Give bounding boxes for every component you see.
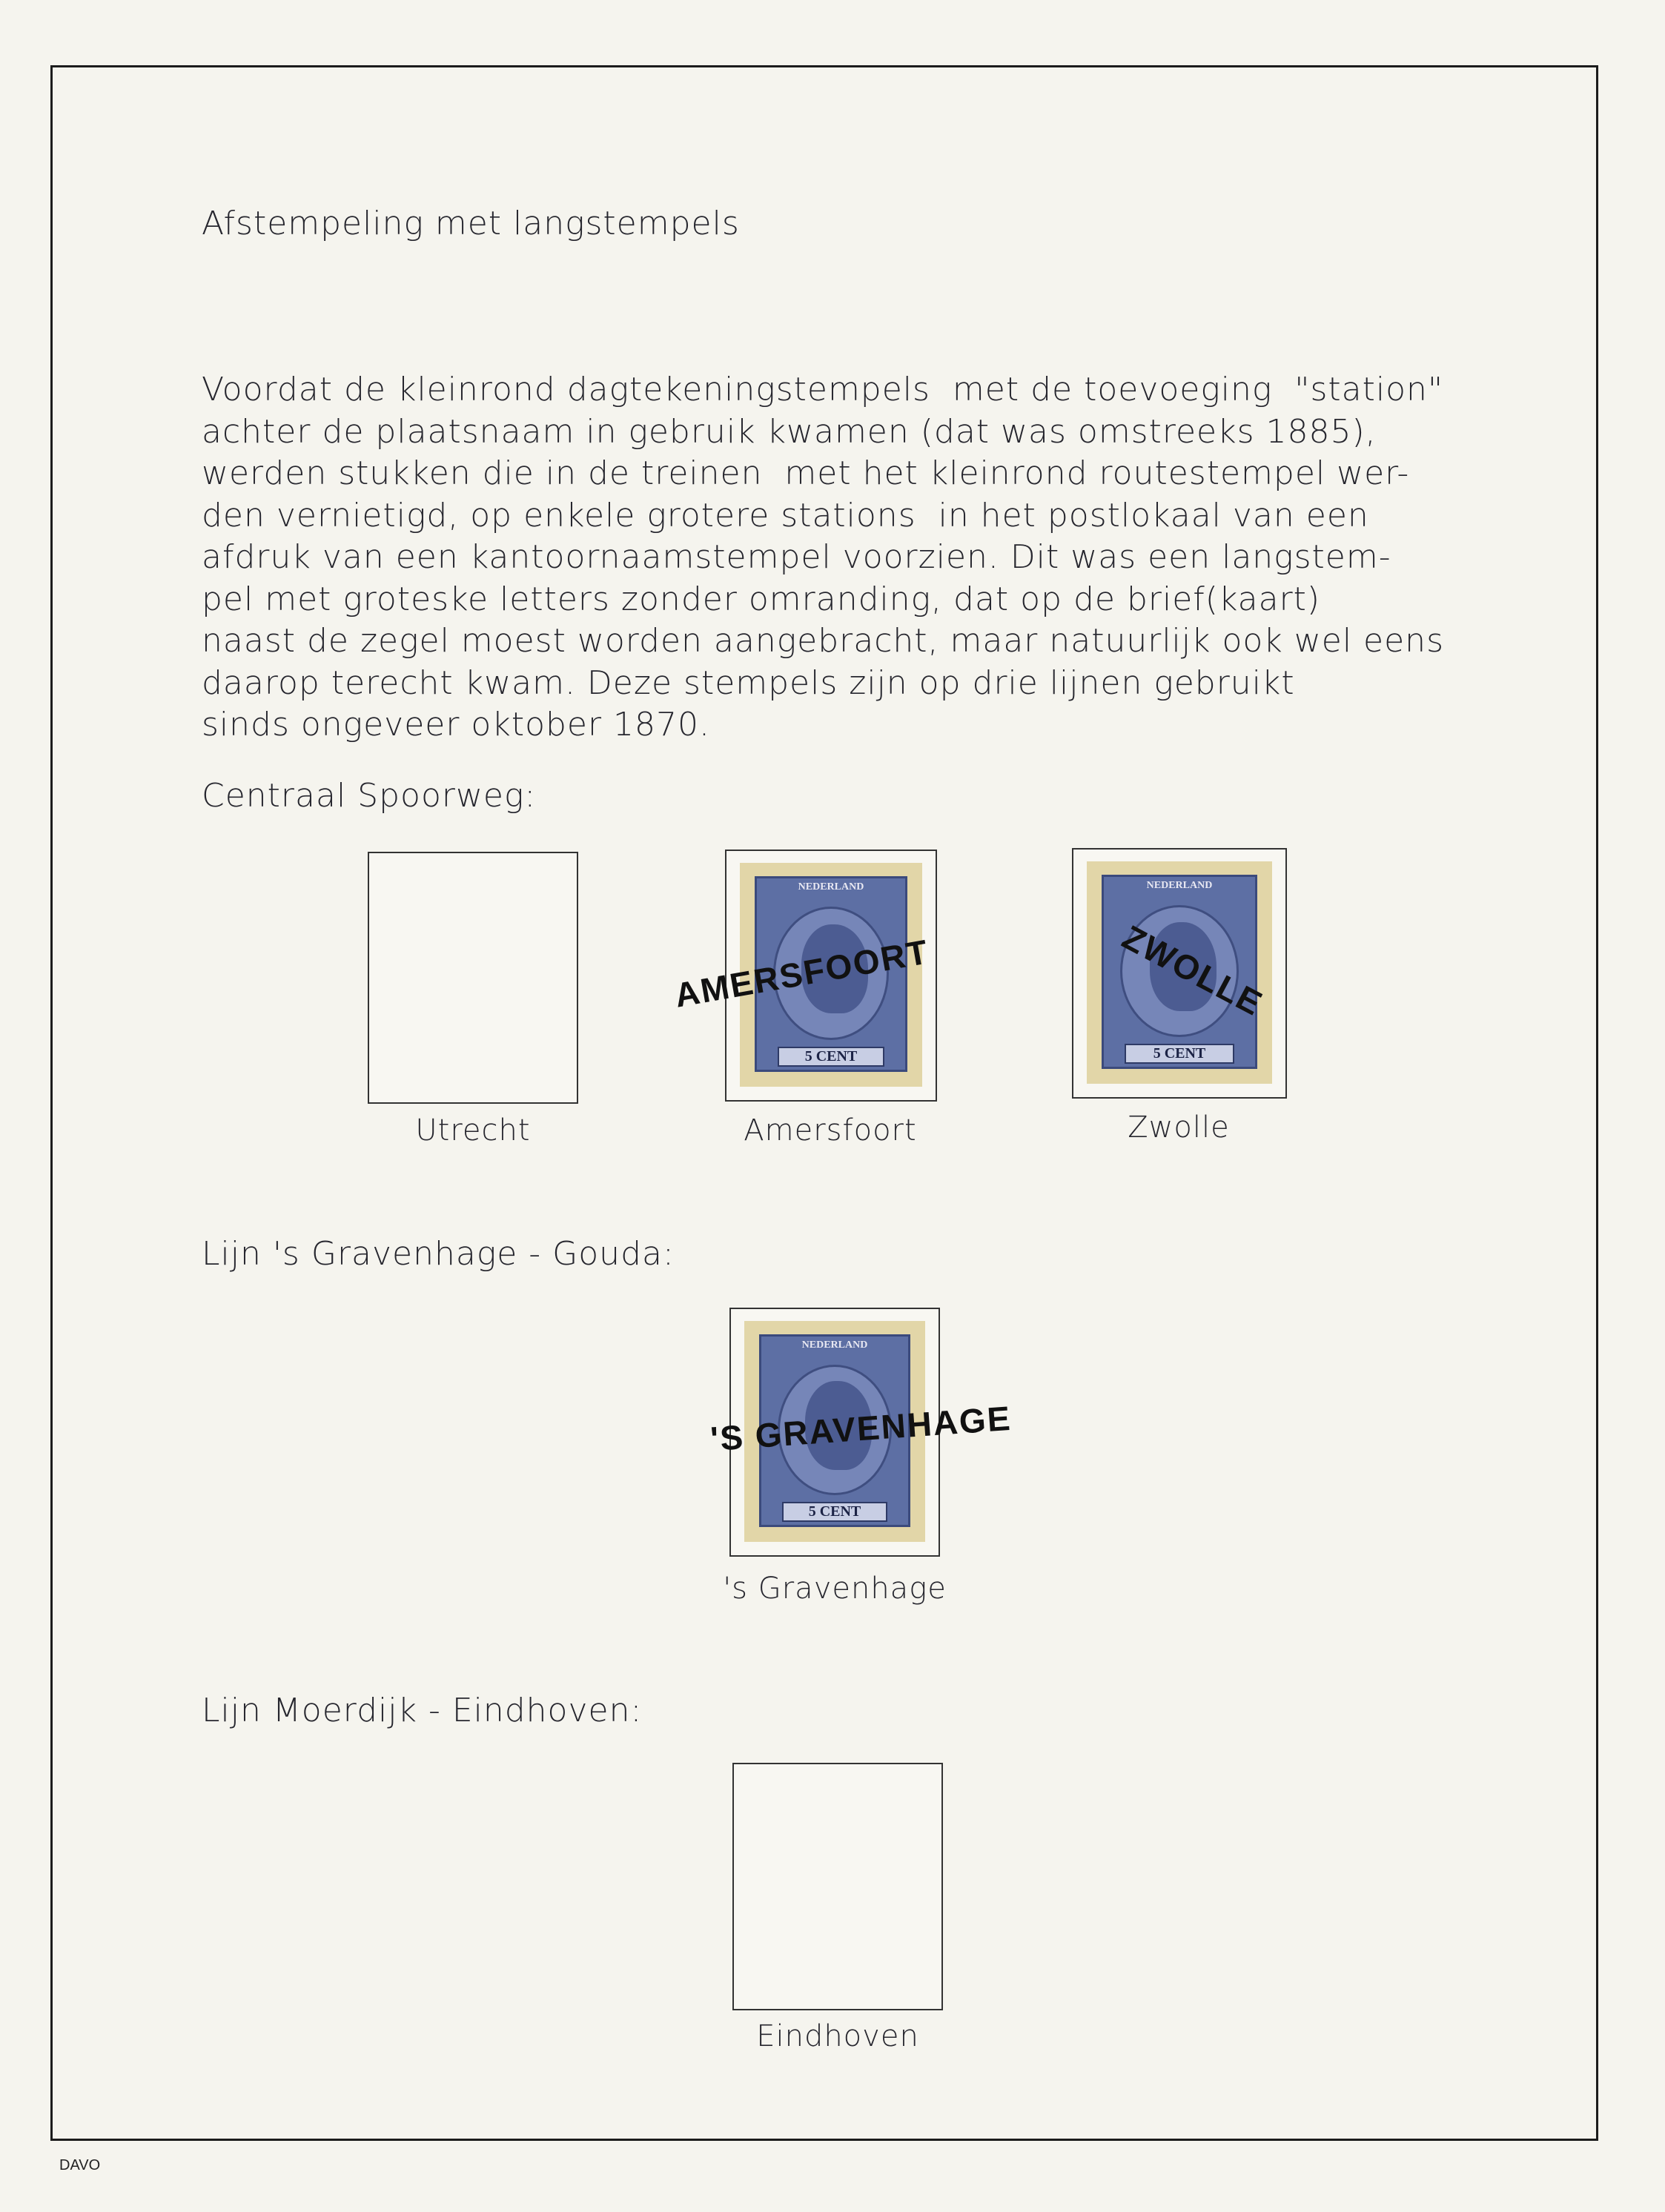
stamp-5-cent-amersfoort xyxy=(672,863,932,1087)
stamp-slot-zwolle xyxy=(1072,848,1287,1099)
caption-amersfoort: Amersfoort xyxy=(744,1113,917,1148)
stamp-slot-amersfoort xyxy=(672,850,937,1102)
intro-paragraph: Voordat de kleinrond dagtekeningstempels met de toevoeging "station" achter de plaatsnaam in gebruik kwamen (dat was omstreeks 1885), werden stukken die in de treinen met het kleinrond routestempel wer- den vernietigd, op enkele grotere stations in het postlokaal van een afdruk van een kantoornaamstempel voorzien. Dit was een langstem- pel met groteske letters zonder omranding, dat op de brief(kaart) naast de zegel moest worden aangebracht, maar natuurlijk ook wel eens daarop terecht kwam. Deze stempels zijn op drie lijnen gebruikt sinds ongeveer oktober 1870. xyxy=(202,371,1444,744)
langstempel-cancel: AMERSFOORT xyxy=(672,932,932,1015)
stamp-value-label: 5 CENT xyxy=(778,1047,884,1067)
caption-gravenhage: 's Gravenhage xyxy=(723,1572,947,1606)
page-title: Afstempeling met langstempels xyxy=(202,205,740,242)
stamp-slot-utrecht xyxy=(368,852,578,1104)
caption-utrecht: Utrecht xyxy=(415,1113,531,1148)
langstempel-cancel: ZWOLLE xyxy=(1116,917,1270,1024)
stamp-5-cent-gravenhage xyxy=(709,1321,1013,1542)
stamp-value-label: 5 CENT xyxy=(782,1502,887,1522)
langstempel-cancel: 'S GRAVENHAGE xyxy=(709,1398,1013,1459)
publisher-mark: DAVO xyxy=(59,2157,101,2173)
stamp-value-label: 5 CENT xyxy=(1125,1044,1234,1064)
caption-eindhoven: Eindhoven xyxy=(756,2019,919,2053)
stamp-slot-eindhoven xyxy=(732,1763,943,2010)
section-heading-centraal-spoorweg: Centraal Spoorweg: xyxy=(202,777,537,815)
section-heading-gravenhage-gouda: Lijn 's Gravenhage - Gouda: xyxy=(202,1235,675,1273)
stamp-country-label: NEDERLAND xyxy=(1146,880,1213,891)
section-heading-moerdijk-eindhoven: Lijn Moerdijk - Eindhoven: xyxy=(202,1692,643,1729)
stamp-country-label: NEDERLAND xyxy=(801,1340,868,1351)
caption-zwolle: Zwolle xyxy=(1128,1110,1230,1145)
stamp-country-label: NEDERLAND xyxy=(798,881,864,893)
stamp-slot-gravenhage xyxy=(709,1308,1013,1557)
stamp-5-cent-zwolle xyxy=(1087,861,1272,1084)
